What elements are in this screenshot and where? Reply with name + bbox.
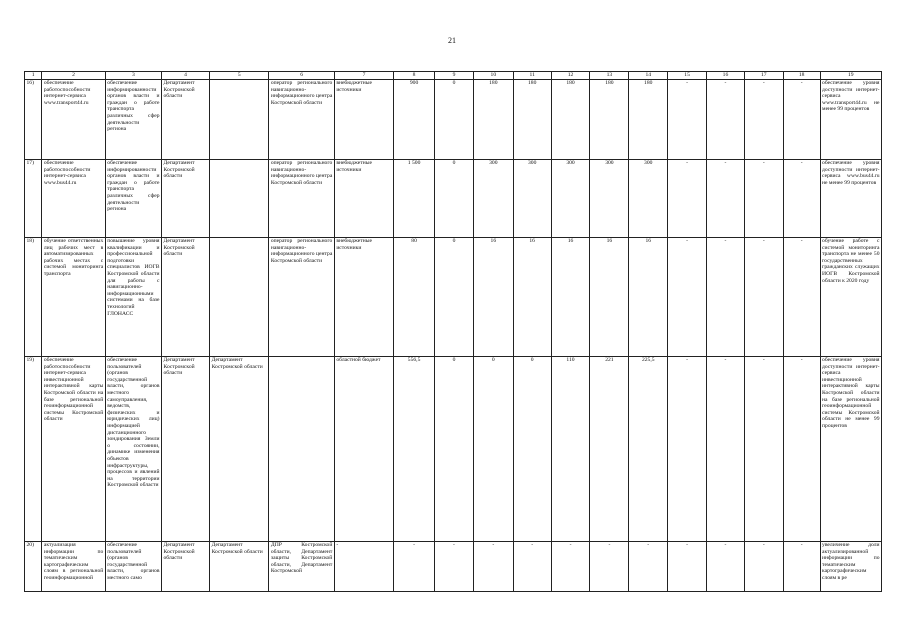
table-cell: ДПР Костромской области, Департамент защиты Костромской области, Департамент Костромской: [269, 542, 334, 592]
table-cell: обеспечение информированности органов власти и граждан о работе транспорта различных сфер деятельности региона: [105, 160, 161, 238]
table-cell: 0: [435, 80, 474, 160]
column-number-header: 15: [668, 72, 707, 80]
table-cell: 0: [435, 357, 474, 542]
column-number-header: 6: [269, 72, 334, 80]
table-cell: -: [783, 160, 820, 238]
table-cell: -: [744, 542, 783, 592]
table-cell: 16: [551, 238, 590, 357]
page-number: 21: [448, 36, 456, 45]
table-cell: 180: [590, 80, 629, 160]
table-cell: -: [590, 542, 629, 592]
column-number-header: 1: [25, 72, 42, 80]
table-cell: актуализация информации по тематическим картографическим слоям в региональной геоинформационной: [42, 542, 105, 592]
column-number-header: 3: [105, 72, 161, 80]
table-cell: [269, 357, 334, 542]
table-cell: -: [473, 542, 513, 592]
table-cell: 180: [551, 80, 590, 160]
table-cell: обеспечение пользователей (органов государственной власти, органов местного само: [105, 542, 161, 592]
table-cell: областной бюджет: [334, 357, 393, 542]
column-number-header: 4: [162, 72, 210, 80]
table-cell: 556,5: [394, 357, 435, 542]
column-number-header: 9: [435, 72, 474, 80]
table-cell: -: [668, 80, 707, 160]
table-cell: Департамент Костромской области: [162, 238, 210, 357]
table-cell: обеспечение информированности органов власти и граждан о работе транспорта различных сфер деятельности региона: [105, 80, 161, 160]
table-cell: Департамент Костромской области: [162, 160, 210, 238]
table-cell: обеспечение работоспособности интернет-сервиса www.bus44.ru: [42, 160, 105, 238]
table-cell: -: [668, 542, 707, 592]
table-cell: 16: [473, 238, 513, 357]
column-number-header: 8: [394, 72, 435, 80]
table-cell: [210, 80, 269, 160]
table-cell: 1 500: [394, 160, 435, 238]
table-cell: обеспечение работоспособности интернет-сервиса инвестиционной интерактивной карты Костромской области на базе региональной геоинформационной системы Костромской области: [42, 357, 105, 542]
table-cell: обучение ответственных лиц рабочих мест в автоматизированных рабочих местах с системой мониторинга транспорта: [42, 238, 105, 357]
table-cell: 110: [551, 357, 590, 542]
table-cell: 225,5: [629, 357, 668, 542]
table-cell: -: [668, 357, 707, 542]
table-cell: 0: [435, 160, 474, 238]
table-row: [25, 160, 882, 238]
table-cell: 0: [435, 238, 474, 357]
table-cell: -: [744, 238, 783, 357]
table-cell: оператор регионального навигационно-информационного центра Костромской области: [269, 80, 334, 160]
table-cell: 180: [629, 80, 668, 160]
table-cell: -: [783, 357, 820, 542]
table-cell: внебюджетные источники: [334, 80, 393, 160]
table-cell: -: [707, 357, 745, 542]
table-cell: 16: [590, 238, 629, 357]
table-cell: 0: [513, 357, 551, 542]
table-cell: -: [783, 238, 820, 357]
column-number-header: 11: [513, 72, 551, 80]
column-number-header: 17: [744, 72, 783, 80]
table-cell: оператор регионального навигационно-информационного центра Костромской области: [269, 238, 334, 357]
column-number-header: 10: [473, 72, 513, 80]
table-cell: увеличение доли актуализированной информации по тематическим картографическим слоям в ре: [820, 542, 881, 592]
column-number-header: 16: [707, 72, 745, 80]
table-cell: 17): [25, 160, 42, 238]
table-cell: повышение уровня квалификации и профессиональной подготовки специалистов ИОГВ Костромской области для работы с навигационно-информационными системами на базе технологий ГЛОНАСС: [105, 238, 161, 357]
table-cell: -: [551, 542, 590, 592]
table-cell: -: [707, 160, 745, 238]
table-cell: -: [783, 80, 820, 160]
table-cell: -: [513, 542, 551, 592]
table-cell: -: [394, 542, 435, 592]
table-cell: -: [744, 80, 783, 160]
table-cell: Департамент Костромской области: [210, 357, 269, 542]
table-cell: обеспечение уровня доступности интернет-сервиса www.transport44.ru не менее 99 процентов: [820, 80, 881, 160]
table-cell: 0: [473, 357, 513, 542]
table-cell: -: [707, 80, 745, 160]
column-number-header: 14: [629, 72, 668, 80]
table-cell: 16): [25, 80, 42, 160]
table-cell: обеспечение работоспособности интернет-сервиса www.transport44.ru: [42, 80, 105, 160]
table-cell: -: [334, 542, 393, 592]
table-cell: -: [707, 542, 745, 592]
table-cell: -: [668, 160, 707, 238]
table-row: [25, 542, 882, 592]
table-cell: 16: [513, 238, 551, 357]
table-cell: 300: [513, 160, 551, 238]
measures-table: [24, 71, 882, 592]
column-number-header: 19: [820, 72, 881, 80]
table-cell: 300: [473, 160, 513, 238]
table-cell: 300: [629, 160, 668, 238]
table-cell: обеспечение пользователей (органов государственной власти, органов местного самоуправления, ведомств, физических и юридических лиц) информацией дистанционного зондирования Земли о состоянии, динамике изменения объектов инфраструктуры, процессов и явлений на территории Костромской области: [105, 357, 161, 542]
table-row: [25, 238, 882, 357]
table-cell: 221: [590, 357, 629, 542]
column-number-header: 7: [334, 72, 393, 80]
table-cell: обеспечение уровня доступности интернет-сервиса www.bus44.ru не менее 99 процентов: [820, 160, 881, 238]
column-number-header: 2: [42, 72, 105, 80]
table-cell: Департамент Костромской области: [210, 542, 269, 592]
column-number-header: 12: [551, 72, 590, 80]
table-row: [25, 80, 882, 160]
table-cell: 80: [394, 238, 435, 357]
column-number-header: 18: [783, 72, 820, 80]
table-cell: 180: [473, 80, 513, 160]
table-cell: 20): [25, 542, 42, 592]
table-cell: [210, 238, 269, 357]
table-cell: Департамент Костромской области: [162, 357, 210, 542]
table-cell: Департамент Костромской области: [162, 542, 210, 592]
table-cell: оператор регионального навигационно-информационного центра Костромской области: [269, 160, 334, 238]
table-cell: обеспечение уровня доступности интернет-сервиса инвестиционной интерактивной карты Костромской области на базе региональной геоинформационной системы Костромской области не менее 99 процентов: [820, 357, 881, 542]
table-cell: -: [783, 542, 820, 592]
table-row: [25, 357, 882, 542]
table-cell: обучение работе с системой мониторинга транспорта не менее 50 государственных гражданских служащих ИОГВ Костромской области к 2020 году: [820, 238, 881, 357]
table-cell: 300: [551, 160, 590, 238]
column-number-row: [25, 72, 882, 80]
table-cell: [210, 160, 269, 238]
table-cell: -: [668, 238, 707, 357]
table-cell: -: [435, 542, 474, 592]
column-number-header: 13: [590, 72, 629, 80]
table-cell: -: [744, 160, 783, 238]
table-cell: 300: [590, 160, 629, 238]
table-cell: Департамент Костромской области: [162, 80, 210, 160]
table-cell: 180: [513, 80, 551, 160]
table-cell: 16: [629, 238, 668, 357]
table-cell: 18): [25, 238, 42, 357]
table-cell: внебюджетные источники: [334, 238, 393, 357]
column-number-header: 5: [210, 72, 269, 80]
table-cell: 900: [394, 80, 435, 160]
table-cell: -: [744, 357, 783, 542]
table-cell: -: [629, 542, 668, 592]
table-cell: -: [707, 238, 745, 357]
table-cell: внебюджетные источники: [334, 160, 393, 238]
table-cell: 19): [25, 357, 42, 542]
